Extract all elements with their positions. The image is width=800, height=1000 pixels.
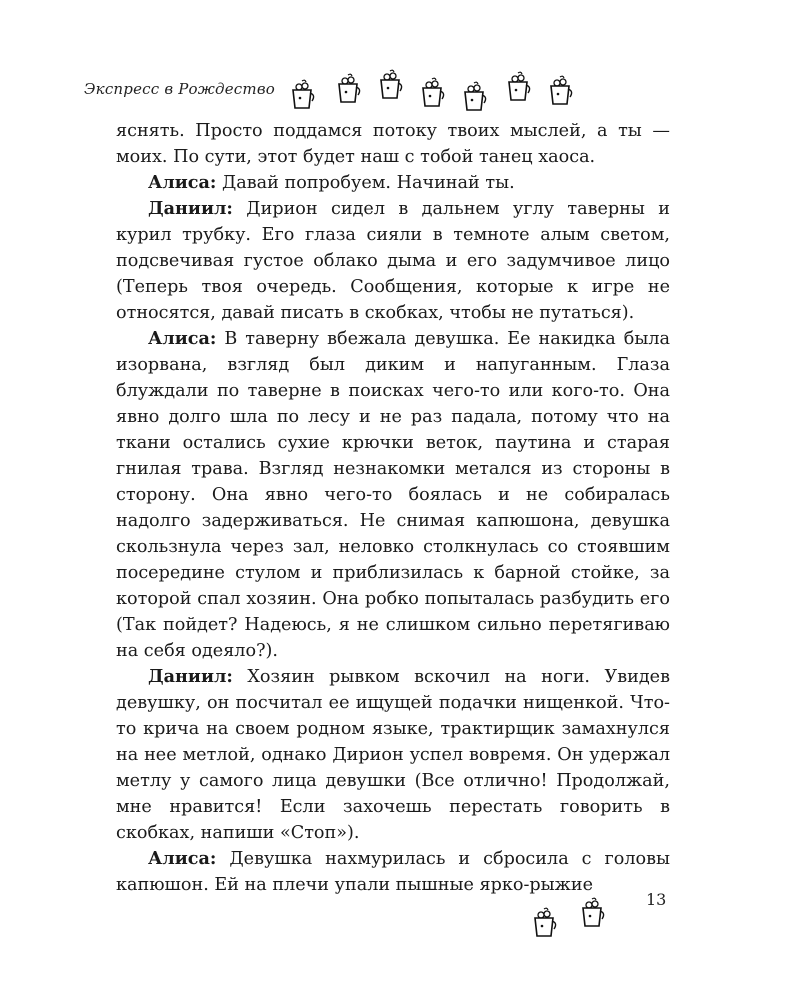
- teapot-cup-icon: [578, 896, 606, 930]
- paragraph-text: Девушка нахмурилась и сбросила с головы капюшон. Ей на плечи упали пышные ярко-рыжие: [116, 849, 670, 895]
- speaker-name: Даниил:: [148, 198, 233, 219]
- speaker-name: Алиса:: [148, 328, 217, 349]
- paragraph-text: Дирион сидел в дальнем углу таверны и курил трубку. Его глаза сияли в темноте алым светом, подсвечивая густое облако дыма и его задумчивое лицо (Теперь твоя очередь. Сообщения, которые к игре не относятся, давай писать в скобках, чтобы не путаться).: [116, 199, 670, 323]
- speaker-name: Алиса:: [148, 172, 217, 193]
- footer-decoration: [530, 892, 620, 940]
- teapot-cup-icon: [288, 78, 316, 112]
- page-body: [116, 118, 670, 898]
- paragraph: [116, 170, 670, 196]
- speaker-name: Алиса:: [148, 848, 217, 869]
- teapot-cup-icon: [376, 68, 404, 102]
- paragraph-text: Хозяин рывком вскочил на ноги. Увидев девушку, он посчитал ее ищущей подачки нищенкой. Что-то крича на своем родном языке, трактирщик замахнулся на нее метлой, однако Дирион успел вовремя. Он удержал метлу у самого лица девушки (Все отлично! Продолжай, мне нравится! Если захочешь перестать говорить в скобках, напиши «Стоп»).: [116, 667, 670, 843]
- teapot-cup-icon: [546, 74, 574, 108]
- paragraph: [116, 196, 670, 326]
- paragraph-text: Давай попробуем. Начинай ты.: [216, 173, 515, 193]
- header-decoration: [288, 68, 578, 108]
- teapot-cup-icon: [530, 906, 558, 940]
- teapot-cup-icon: [418, 76, 446, 110]
- paragraph: [116, 326, 670, 664]
- paragraph: [116, 846, 670, 898]
- running-header-title: Экспресс в Рождество: [84, 80, 275, 98]
- paragraph-text: В таверну вбежала девушка. Ее накидка была изорвана, взгляд был диким и напуганным. Глаза блуждали по таверне в поисках чего-то или кого-то. Она явно долго шла по лесу и не раз падала, потому что на ткани остались сухие крючки веток, паутина и старая гнилая трава. Взгляд незнакомки метался из стороны в сторону. Она явно чего-то боялась и не собиралась надолго задерживаться. Не снимая капюшона, девушка скользнула через зал, неловко столкнулась со стоявшим посередине стулом и приблизилась к барной стойке, за которой спал хозяин. Она робко попыталась разбудить его (Так пойдет? Надеюсь, я не слишком сильно перетягиваю на себя одеяло?).: [116, 329, 670, 661]
- teapot-cup-icon: [334, 72, 362, 106]
- paragraph: [116, 118, 670, 170]
- paragraph-text: яснять. Просто поддамся потоку твоих мыслей, а ты — моих. По сути, этот будет наш с тобой танец хаоса.: [116, 121, 670, 167]
- teapot-cup-icon: [504, 70, 532, 104]
- teapot-cup-icon: [460, 80, 488, 114]
- speaker-name: Даниил:: [148, 666, 233, 687]
- page-number: 13: [646, 890, 667, 909]
- paragraph: [116, 664, 670, 846]
